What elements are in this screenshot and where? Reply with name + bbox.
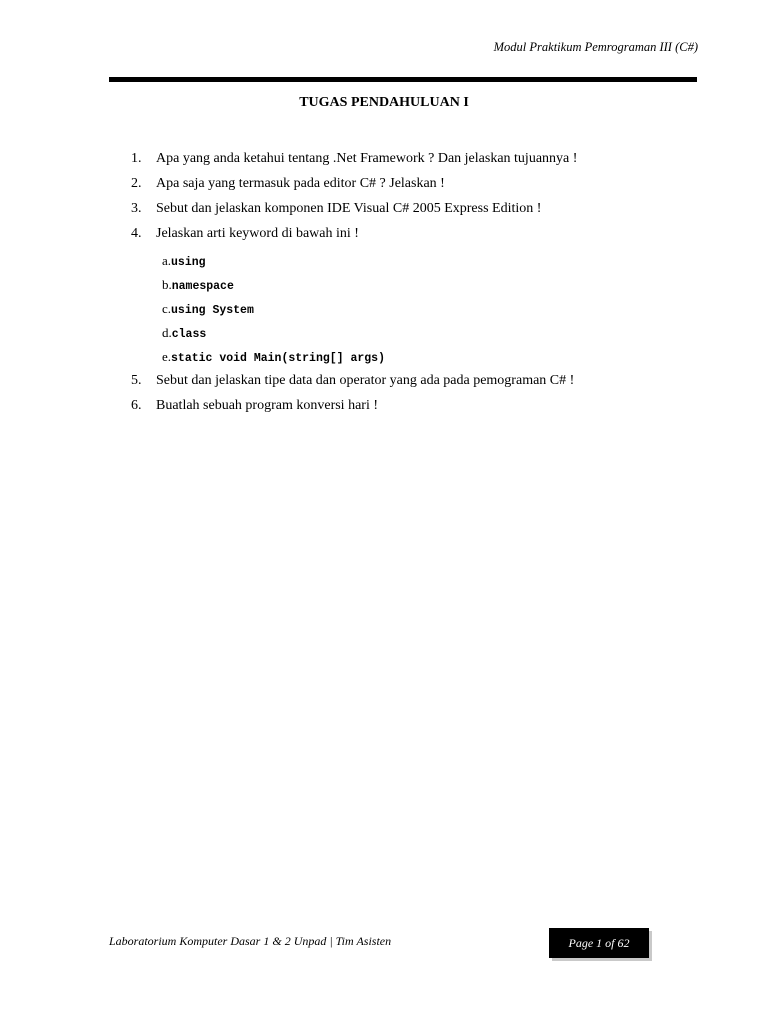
keyword-item — [162, 349, 385, 365]
keyword-letter: a. — [162, 253, 172, 268]
question-text: Sebut dan jelaskan tipe data dan operator yang ada pada pemograman C# ! — [156, 373, 575, 388]
question-item — [131, 373, 574, 389]
keyword-code: namespace — [171, 280, 234, 293]
keyword-code: using System — [171, 304, 254, 317]
header-title: Modul Praktikum Pemrograman III (C#) — [493, 40, 698, 54]
keyword-code: static void Main(string[] args) — [171, 352, 385, 365]
question-text: Buatlah sebuah program konversi hari ! — [156, 398, 378, 413]
header-rule — [109, 77, 697, 82]
question-item — [131, 151, 577, 167]
keyword-item — [162, 277, 234, 293]
page-heading: TUGAS PENDAHULUAN I — [299, 95, 469, 110]
keyword-letter: e. — [162, 349, 172, 364]
question-item — [131, 398, 378, 414]
keyword-code: using — [171, 256, 206, 269]
keyword-item — [162, 325, 206, 341]
question-text: Sebut dan jelaskan komponen IDE Visual C# 2005 Express Edition ! — [156, 201, 542, 216]
question-text: Apa yang anda ketahui tentang .Net Framework ? Dan jelaskan tujuannya ! — [156, 151, 578, 166]
keyword-letter: d. — [162, 325, 172, 340]
question-number: 4. — [131, 226, 142, 241]
keyword-letter: b. — [162, 277, 172, 292]
question-number: 1. — [131, 151, 142, 166]
question-text: Apa saja yang termasuk pada editor C# ? Jelaskan ! — [156, 176, 445, 191]
question-item — [131, 201, 541, 217]
question-item — [131, 226, 359, 242]
keyword-item — [162, 253, 206, 269]
footer-text: Laboratorium Komputer Dasar 1 & 2 Unpad | Tim Asisten — [109, 934, 392, 948]
question-number: 5. — [131, 373, 142, 388]
question-item — [131, 176, 445, 192]
question-number: 3. — [131, 201, 142, 216]
page-number-badge: Page 1 of 62 — [549, 928, 649, 958]
question-number: 6. — [131, 398, 142, 413]
keyword-letter: c. — [162, 301, 172, 316]
keyword-code: class — [171, 328, 207, 341]
question-text: Jelaskan arti keyword di bawah ini ! — [156, 226, 359, 241]
keyword-item — [162, 301, 254, 317]
question-number: 2. — [131, 176, 142, 191]
